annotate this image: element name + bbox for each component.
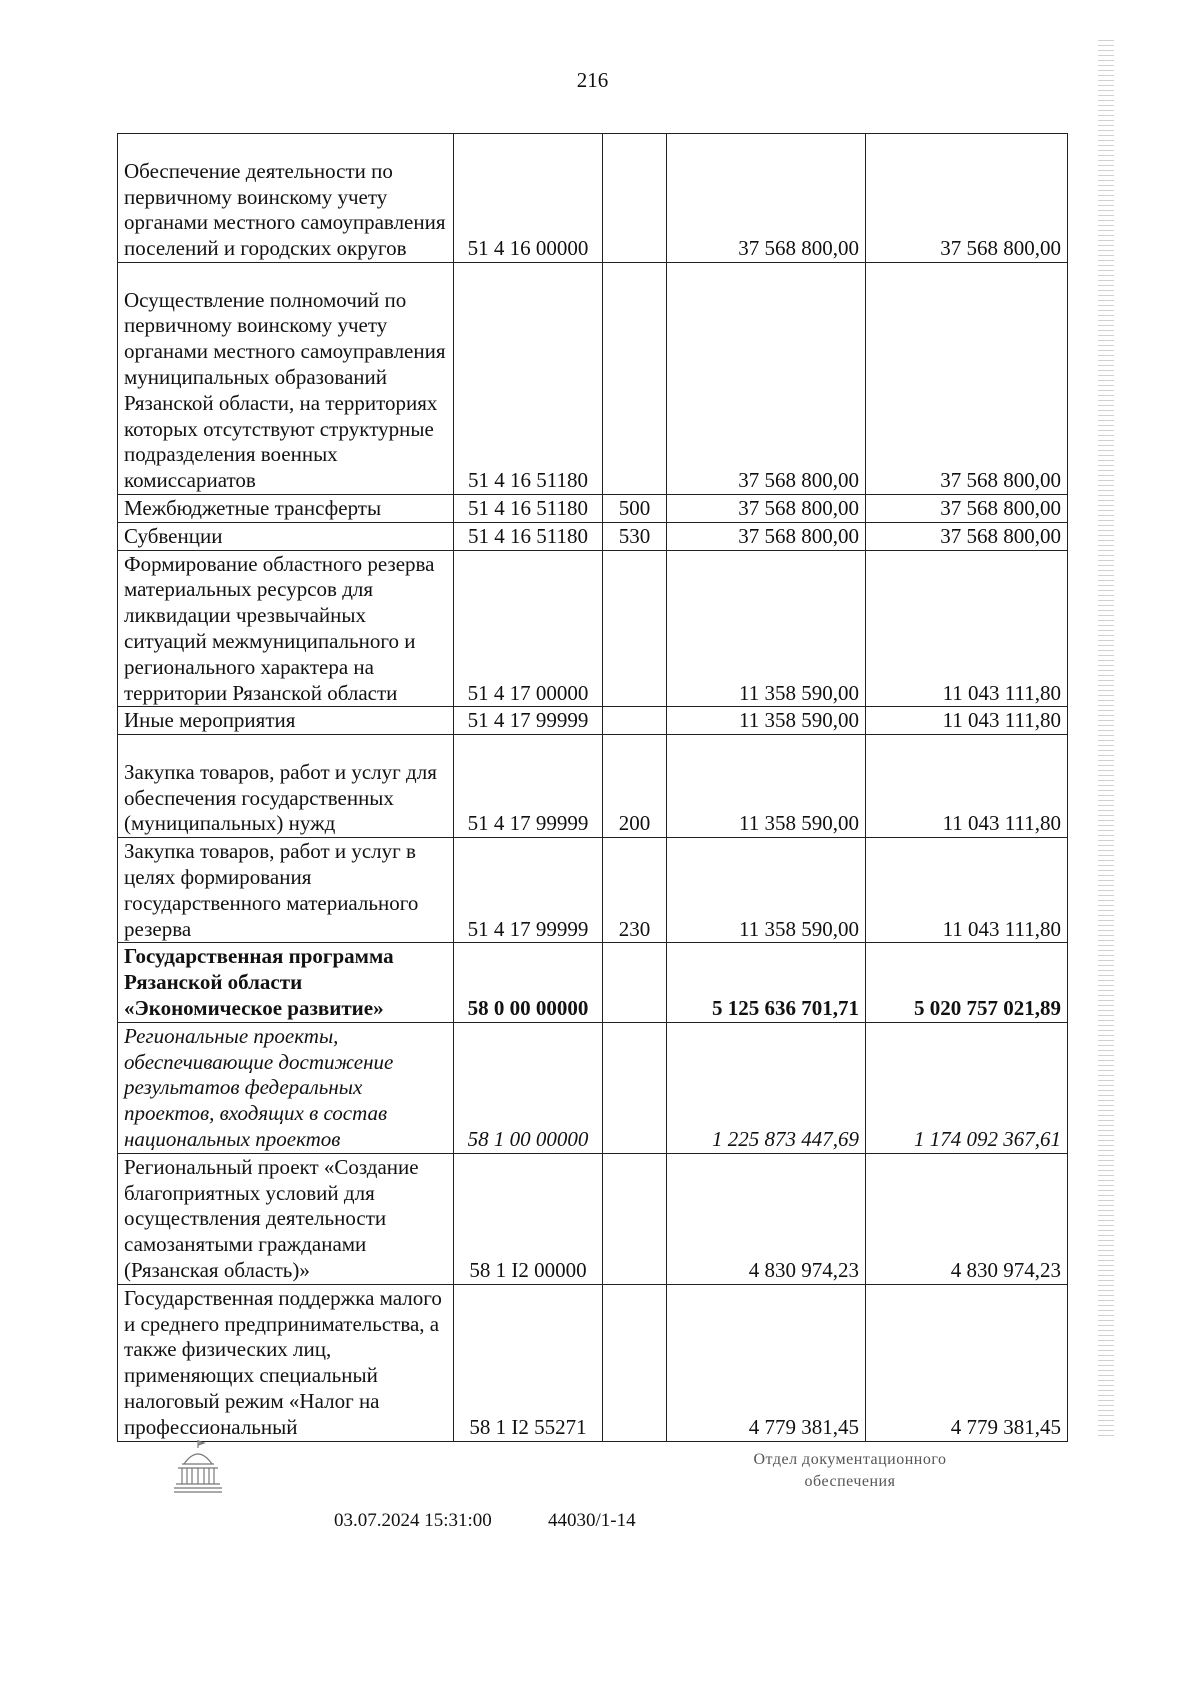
row-sum-1: 4 779 381,45 bbox=[667, 1284, 866, 1441]
row-name: Межбюджетные трансферты bbox=[118, 495, 454, 523]
row-sum-1: 4 830 974,23 bbox=[667, 1153, 866, 1284]
page-number: 216 bbox=[576, 68, 609, 92]
table-row bbox=[118, 1284, 1068, 1441]
row-sum-2: 37 568 800,00 bbox=[866, 522, 1068, 550]
row-code: 58 0 00 00000 bbox=[454, 943, 603, 1022]
row-sum-1: 11 358 590,00 bbox=[667, 707, 866, 735]
row-expense-type bbox=[603, 134, 667, 263]
department-stamp bbox=[720, 1449, 980, 1493]
row-name: Региональный проект «Создание благоприятных условий для осуществления деятельности самозанятыми гражданами (Рязанская область)» bbox=[118, 1153, 454, 1284]
footer-doc-number: 44030/1-14 bbox=[548, 1510, 636, 1531]
row-name: Субвенции bbox=[118, 522, 454, 550]
table-row bbox=[118, 495, 1068, 523]
row-name: Иные мероприятия bbox=[118, 707, 454, 735]
row-name: Формирование областного резерва материальных ресурсов для ликвидации чрезвычайных ситуаций межмуниципального и регионального характера на территории Рязанской области bbox=[118, 550, 454, 707]
table-row bbox=[118, 1153, 1068, 1284]
row-sum-1: 11 358 590,00 bbox=[667, 735, 866, 838]
duma-building-emblem-icon bbox=[172, 1438, 224, 1498]
table-row bbox=[118, 838, 1068, 943]
row-expense-type bbox=[603, 1153, 667, 1284]
row-sum-2: 4 779 381,45 bbox=[866, 1284, 1068, 1441]
row-name: Закупка товаров, работ и услуг для обеспечения государственных (муниципальных) нужд bbox=[118, 735, 454, 838]
row-code: 51 4 17 99999 bbox=[454, 838, 603, 943]
row-name: Обеспечение деятельности по первичному воинскому учету органами местного самоуправления поселений и городских округов bbox=[118, 134, 454, 263]
footer-date: 03.07.2024 15:31:00 bbox=[334, 1510, 492, 1531]
row-sum-1: 11 358 590,00 bbox=[667, 550, 866, 707]
row-sum-2: 11 043 111,80 bbox=[866, 707, 1068, 735]
table-row bbox=[118, 550, 1068, 707]
row-sum-1: 1 225 873 447,69 bbox=[667, 1022, 866, 1153]
row-name: Государственная поддержка малого и среднего предпринимательства, а также физических лиц, применяющих специальный налоговый режим «Налог на профессиональный bbox=[118, 1284, 454, 1441]
table-row bbox=[118, 263, 1068, 495]
table-row bbox=[118, 943, 1068, 1022]
table-row bbox=[118, 522, 1068, 550]
row-code: 58 1 I2 00000 bbox=[454, 1153, 603, 1284]
row-code: 51 4 17 99999 bbox=[454, 735, 603, 838]
scan-edge-artifact bbox=[1098, 40, 1114, 1440]
row-expense-type bbox=[603, 1284, 667, 1441]
row-sum-2: 1 174 092 367,61 bbox=[866, 1022, 1068, 1153]
row-code: 51 4 17 00000 bbox=[454, 550, 603, 707]
stamp-line: обеспечения bbox=[804, 1473, 896, 1490]
row-name: Осуществление полномочий по первичному воинскому учету органами местного самоуправления муниципальных образований Рязанской области, на территориях которых отсутствуют структурные подразделения военных комиссариатов bbox=[118, 263, 454, 495]
row-expense-type bbox=[603, 263, 667, 495]
row-code: 51 4 16 00000 bbox=[454, 134, 603, 263]
row-sum-1: 5 125 636 701,71 bbox=[667, 943, 866, 1022]
row-expense-type: 500 bbox=[603, 495, 667, 523]
row-code: 51 4 16 51180 bbox=[454, 522, 603, 550]
row-sum-2: 4 830 974,23 bbox=[866, 1153, 1068, 1284]
row-code: 51 4 16 51180 bbox=[454, 495, 603, 523]
row-sum-1: 37 568 800,00 bbox=[667, 495, 866, 523]
row-sum-2: 37 568 800,00 bbox=[866, 495, 1068, 523]
table-row bbox=[118, 134, 1068, 263]
row-expense-type bbox=[603, 943, 667, 1022]
row-code: 58 1 00 00000 bbox=[454, 1022, 603, 1153]
table-row bbox=[118, 1022, 1068, 1153]
row-name: Закупка товаров, работ и услуг в целях формирования государственного материального резерва bbox=[118, 838, 454, 943]
row-expense-type bbox=[603, 707, 667, 735]
row-expense-type bbox=[603, 1022, 667, 1153]
row-code: 51 4 17 99999 bbox=[454, 707, 603, 735]
row-sum-1: 11 358 590,00 bbox=[667, 838, 866, 943]
row-name: Региональные проекты, обеспечивающие достижение результатов федеральных проектов, входящих в состав национальных проектов bbox=[118, 1022, 454, 1153]
row-code: 51 4 16 51180 bbox=[454, 263, 603, 495]
row-sum-2: 11 043 111,80 bbox=[866, 735, 1068, 838]
row-expense-type: 230 bbox=[603, 838, 667, 943]
row-expense-type bbox=[603, 550, 667, 707]
row-name: Государственная программа Рязанской области «Экономическое развитие» bbox=[118, 943, 454, 1022]
row-expense-type: 530 bbox=[603, 522, 667, 550]
row-sum-2: 37 568 800,00 bbox=[866, 263, 1068, 495]
row-sum-2: 5 020 757 021,89 bbox=[866, 943, 1068, 1022]
row-sum-1: 37 568 800,00 bbox=[667, 263, 866, 495]
row-sum-1: 37 568 800,00 bbox=[667, 522, 866, 550]
row-code: 58 1 I2 55271 bbox=[454, 1284, 603, 1441]
row-sum-2: 37 568 800,00 bbox=[866, 134, 1068, 263]
budget-table bbox=[117, 133, 1068, 1442]
row-sum-2: 11 043 111,80 bbox=[866, 550, 1068, 707]
table-row bbox=[118, 735, 1068, 838]
row-sum-2: 11 043 111,80 bbox=[866, 838, 1068, 943]
row-sum-1: 37 568 800,00 bbox=[667, 134, 866, 263]
row-expense-type: 200 bbox=[603, 735, 667, 838]
table-row bbox=[118, 707, 1068, 735]
stamp-line: Отдел документационного bbox=[753, 1451, 947, 1468]
